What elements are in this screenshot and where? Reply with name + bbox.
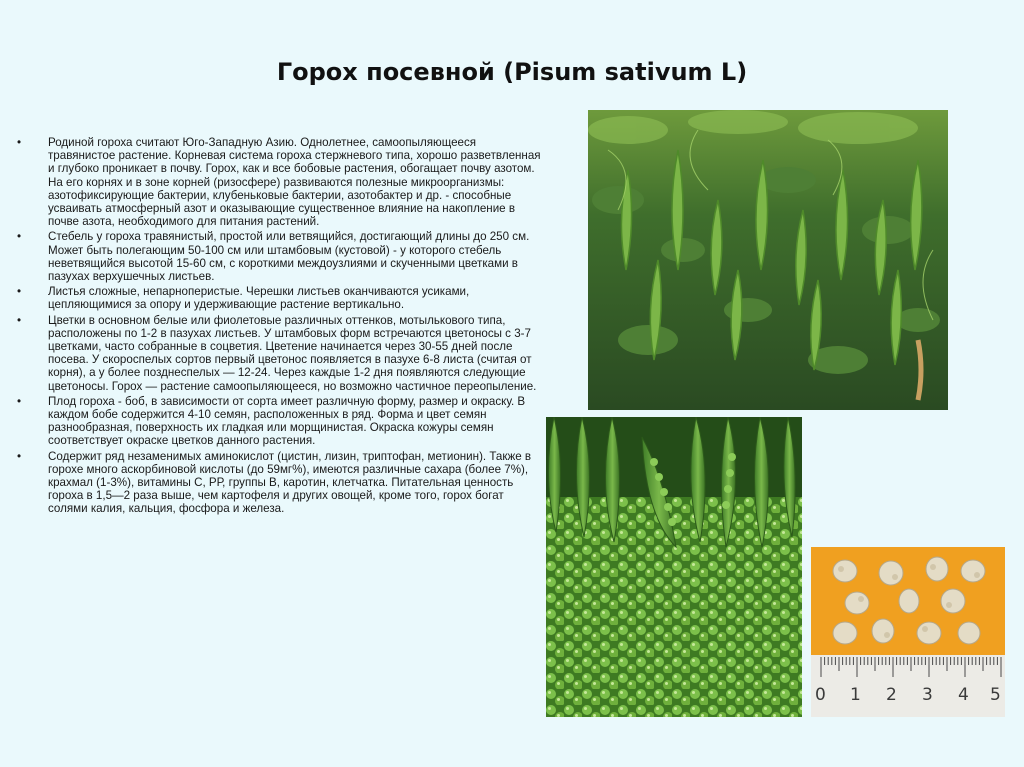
pea-field-photo: [588, 110, 948, 410]
bullet-marker: •: [16, 313, 22, 327]
bullet-marker: •: [16, 449, 22, 463]
bullet-text: Цветки в основном белые или фиолетовые различных оттенков, мотылькового типа, расположены по 1-2 в пазухах листьев. У штамбовых форм встречаются цветоносы с 3-7 цветками, часто собранные в соцветия. Цветение начинается через 30-55 дней после посева. У скороспелых сортов первый цветонос появляется в пазухе 6-8 листа (считая от корня), а у более позднеспелых — 12-24. Через каждые 1-2 дня появляются следующие цветоносы. Горох — растение самоопыляющееся, но возможно частичное переопыление.: [48, 313, 537, 393]
slide-title: Горох посевной (Pisum sativum L): [276, 58, 748, 86]
pea-pods-and-peas-photo: [546, 417, 802, 717]
ruler-number: 1: [850, 685, 861, 705]
ruler-number: 4: [958, 685, 969, 705]
bullet-marker: •: [16, 285, 22, 299]
bullet-item: [14, 450, 544, 516]
bullet-marker: •: [16, 394, 22, 408]
bullet-text: Родиной гороха считают Юго-Западную Азию. Однолетнее, самоопыляющееся травянистое растение. Корневая система гороха стержневого типа, хорошо разветвленная и глубоко проникает в почву. Горох, как и все бобовые растения, обогащает почву азотом. На его корнях и в зоне корней (ризосфере) развиваются полезные микроорганизмы: азотофиксирующие бактерии, клубеньковые бактерии, азотобактер и др. - способные усваивать атмосферный азот и оказывающие существенное влияние на накопление в почве азота, необходимого для питания растений.: [48, 136, 541, 229]
bullet-item: [14, 230, 544, 283]
bullet-item: [14, 285, 544, 311]
bullet-text: Плод гороха - боб, в зависимости от сорта имеет различную форму, размер и окраску. В каждом бобе содержится 4-10 семян, расположенных в ряд. Форма и цвет семян разнообразная, поверхность их гладкая или морщинистая. Окраска кожуры семян соответствует окраске цветков данного растения.: [48, 394, 526, 448]
bullet-text: Стебель у гороха травянистый, простой или ветвящийся, достигающий длины до 250 см. Может быть полегающим 50-100 см или штамбовым (кустовой) - у которого стебель неветвящийся высотой 15-60 см, с короткими междоузлиями и скученными цветками в пазухах верхушечных листьев.: [48, 230, 530, 284]
bullet-marker: •: [16, 230, 22, 244]
bullet-item: [14, 136, 544, 228]
bullet-text: Листья сложные, непарноперистые. Черешки листьев оканчиваются усиками, цепляющимися за опору и удерживающие растение вертикально.: [48, 285, 470, 312]
ruler-number: 5: [990, 685, 1001, 705]
bullet-marker: •: [16, 136, 22, 149]
ruler-number: 2: [886, 685, 897, 705]
bullet-text: Содержит ряд незаменимых аминокислот (цистин, лизин, триптофан, метионин). Также в горохе много аскорбиновой кислоты (до 59мг%), имеются различные сахара (более 7%), крахмал (1-3%), витамины С, РР, группы В, каротин, клетчатка. Питательная ценность гороха в 1,5—2 раза выше, чем картофеля и других овощей, кроме того, горох богат солями калия, кальция, фосфора и железа.: [48, 449, 532, 516]
ruler-number: 3: [922, 685, 933, 705]
dry-pea-seeds-with-ruler-photo: [811, 547, 1005, 717]
bullet-item: [14, 395, 544, 448]
bullet-list: [14, 136, 544, 518]
bullet-item: [14, 314, 544, 393]
ruler-scale: [811, 685, 1005, 709]
ruler-number: 0: [815, 685, 826, 705]
